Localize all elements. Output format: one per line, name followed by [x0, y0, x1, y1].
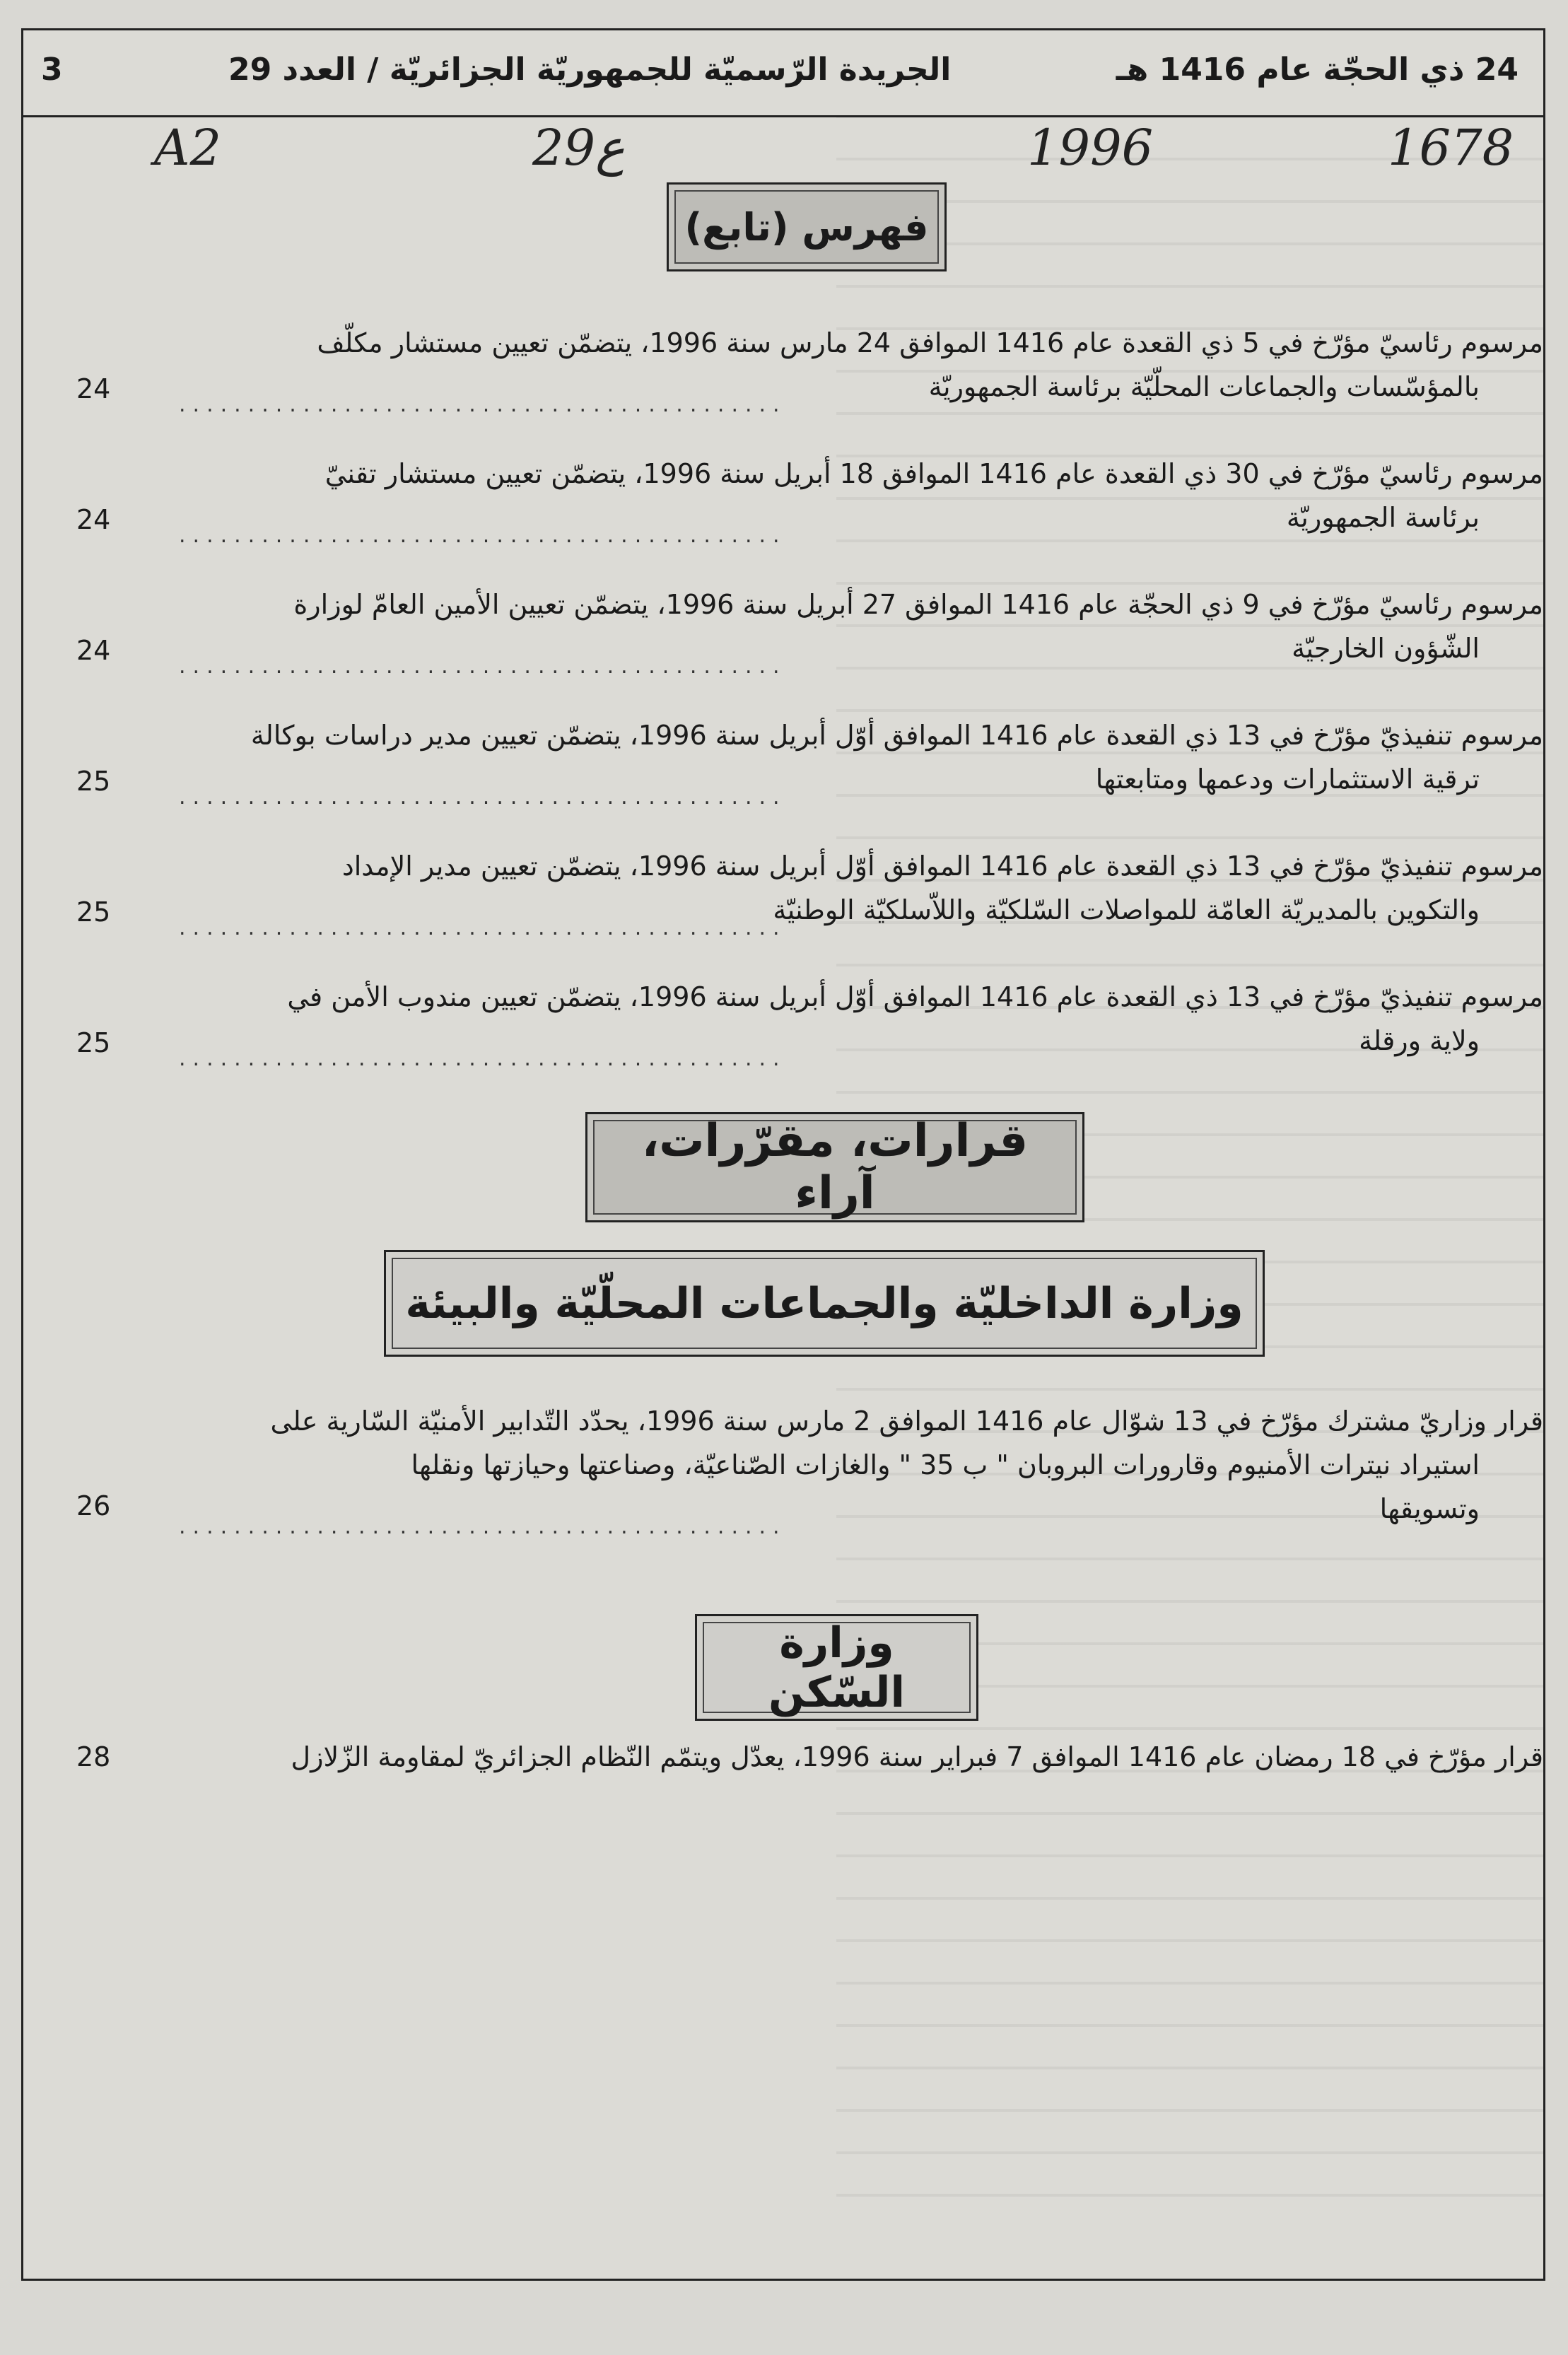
entry-line-2: ولاية ورقلة	[1359, 1025, 1480, 1056]
interior-entry	[66, 1406, 1543, 1547]
ministry-interior-title: وزارة الداخليّة والجماعات المحلّيّة والبيئة	[405, 1278, 1244, 1328]
header-date: 24 ذي الحجّة عام 1416 هـ	[1116, 52, 1519, 88]
toc-entry	[66, 720, 1543, 826]
ministry-interior-box	[384, 1250, 1265, 1357]
leader-dots: ............................................	[179, 392, 787, 417]
housing-entry	[66, 1741, 1543, 1798]
entry-page: 26	[76, 1490, 111, 1521]
leader-dots: ............................................	[179, 916, 787, 940]
entry-page: 24	[76, 635, 111, 666]
journal-title: الجريدة الرّسميّة للجمهوريّة الجزائريّة / العدد 29	[228, 52, 952, 88]
entry-line-1: مرسوم رئاسيّ مؤرّخ في 9 ذي الحجّة عام 1416 الموافق 27 أبريل سنة 1996، يتضمّن تعيين الأمين العامّ لوزارة	[293, 589, 1543, 620]
toc-entry	[66, 851, 1543, 957]
page-header	[23, 30, 1543, 117]
ministry-housing-box	[695, 1614, 978, 1721]
toc-entry	[66, 458, 1543, 564]
toc-title: فهرس (تابع)	[684, 204, 929, 250]
entry-line-2: ترقية الاستثمارات ودعمها ومتابعتها	[1095, 764, 1480, 795]
page	[21, 28, 1545, 2281]
entry-line-3: وتسويقها	[1379, 1493, 1480, 1524]
ministry-housing-title: وزارة السّكن	[768, 1618, 906, 1717]
leader-dots: ............................................	[179, 785, 787, 810]
entry-line-1: مرسوم رئاسيّ مؤرّخ في 5 ذي القعدة عام 1416 الموافق 24 مارس سنة 1996، يتضمّن تعيين مستشار مكلّف	[317, 327, 1543, 358]
entry-page: 25	[76, 1027, 111, 1058]
handwritten-year: 1996	[1027, 119, 1154, 177]
decisions-title: قرارات، مقرّرات، آراء	[641, 1115, 1029, 1220]
toc-entry	[66, 589, 1543, 695]
entry-line-1: مرسوم تنفيذيّ مؤرّخ في 13 ذي القعدة عام 1416 الموافق أوّل أبريل سنة 1996، يتضمّن تعيين مدير دراسات بوكالة	[250, 720, 1543, 751]
entry-line-2: برئاسة الجمهوريّة	[1286, 502, 1480, 533]
entry-line-1: مرسوم تنفيذيّ مؤرّخ في 13 ذي القعدة عام 1416 الموافق أوّل أبريل سنة 1996، يتضمّن تعيين مدير الإمداد	[341, 851, 1543, 882]
leader-dots: ............................................	[179, 1046, 787, 1071]
decisions-title-box	[585, 1112, 1084, 1222]
leader-dots: ............................................	[179, 1514, 787, 1539]
entry-line-1: قرار مؤرّخ في 18 رمضان عام 1416 الموافق 7 فبراير سنة 1996، يعدّل ويتمّم النّظام الجزائريّ لمقاومة الزّلازل	[291, 1741, 1543, 1772]
leader-dots: ............................................	[179, 654, 787, 679]
entry-line-1: قرار وزاريّ مشترك مؤرّخ في 13 شوّال عام 1416 الموافق 2 مارس سنة 1996، يحدّد التّدابير الأمنيّة السّارية على	[270, 1406, 1543, 1437]
entry-line-1: مرسوم رئاسيّ مؤرّخ في 30 ذي القعدة عام 1416 الموافق 18 أبريل سنة 1996، يتضمّن تعيين مستشار تقنيّ	[324, 458, 1543, 489]
entry-line-1: مرسوم تنفيذيّ مؤرّخ في 13 ذي القعدة عام 1416 الموافق أوّل أبريل سنة 1996، يتضمّن تعيين مندوب الأمن في	[287, 981, 1543, 1012]
entry-line-2: بالمؤسّسات والجماعات المحلّيّة برئاسة الجمهوريّة	[928, 371, 1480, 402]
toc-entry	[66, 327, 1543, 433]
handwritten-issue: 29ع	[532, 119, 625, 177]
entry-page: 25	[76, 896, 111, 928]
entry-line-2: الشّؤون الخارجيّة	[1292, 633, 1480, 664]
entry-page: 25	[76, 766, 111, 797]
handwritten-code: A2	[154, 119, 222, 177]
page-number: 3	[41, 52, 63, 88]
entry-page: 24	[76, 504, 111, 535]
toc-title-box	[667, 182, 947, 271]
leader-dots: ............................................	[179, 523, 787, 548]
toc-entry	[66, 981, 1543, 1087]
entry-line-2: استيراد نيترات الأمنيوم وقارورات البروبان " ب 35 " والغازات الصّناعيّة، وصناعتها وحيازتها ونقلها	[411, 1449, 1480, 1480]
handwritten-number: 1678	[1388, 119, 1514, 177]
entry-page: 24	[76, 373, 111, 404]
entry-page: 28	[76, 1741, 111, 1772]
entry-line-2: والتكوين بالمديريّة العامّة للمواصلات السّلكيّة واللاّسلكيّة الوطنيّة	[773, 894, 1480, 925]
